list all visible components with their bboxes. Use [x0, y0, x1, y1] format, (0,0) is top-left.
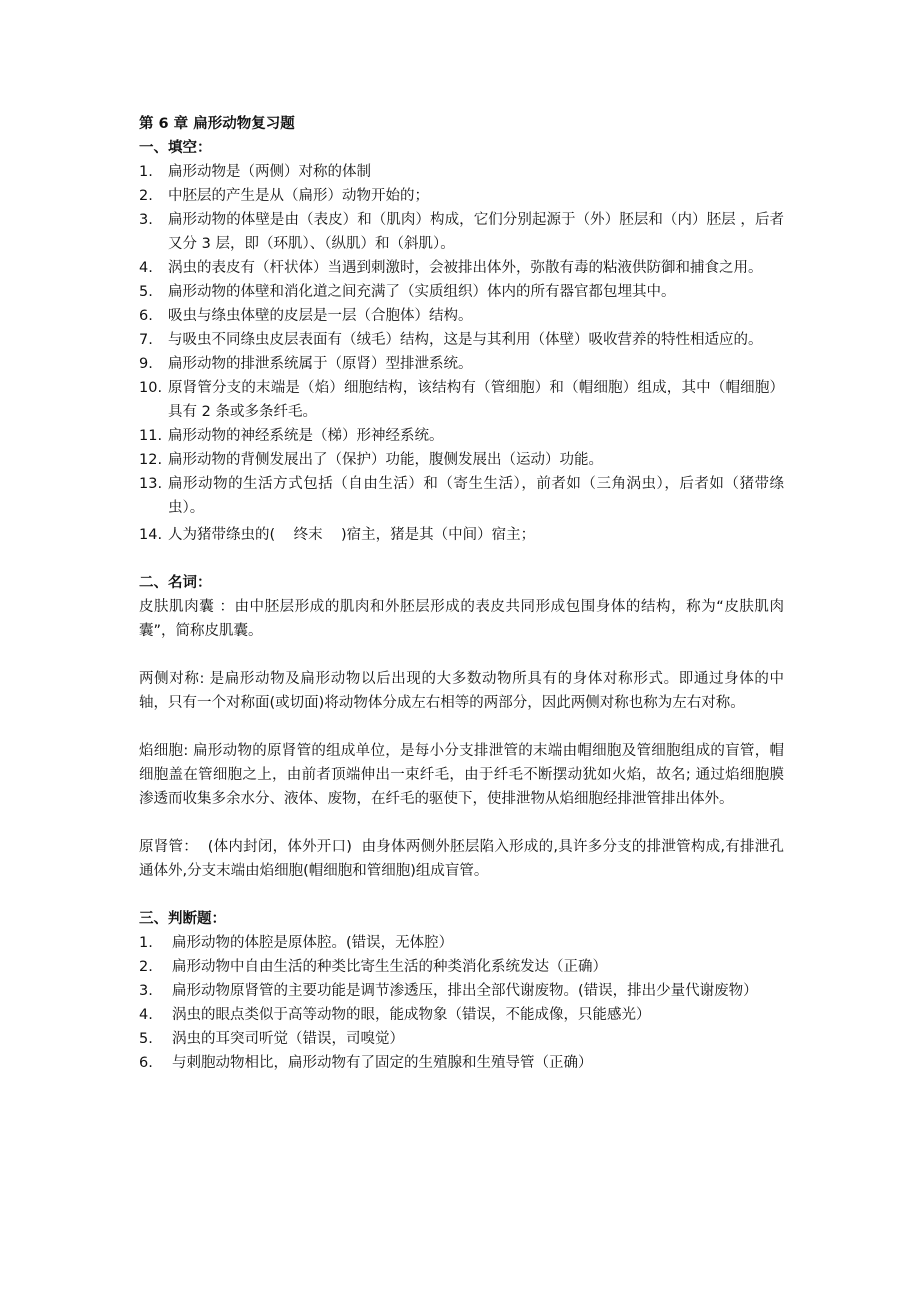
- item-number: 10.: [139, 380, 163, 396]
- list-item: [139, 424, 784, 448]
- item-text: 扁形动物原肾管的主要功能是调节渗透压，排出全部代谢废物。(错误，排出少量代谢废物）: [172, 983, 758, 999]
- item-number: 13.: [139, 476, 163, 492]
- term-definition: 皮肤肌肉囊 ：由中胚层形成的肌肉和外胚层形成的表皮共同形成包围身体的结构，称为“皮肤肌肉囊”，简称皮肌囊。: [139, 599, 784, 639]
- item-text: 扁形动物的生活方式包括（自由生活）和（寄生生活），前者如（三角涡虫），后者如（猪带绦虫）。: [168, 476, 784, 516]
- item-text: 中胚层的产生是从（扁形）动物开始的；: [168, 188, 429, 204]
- item-text: 扁形动物的背侧发展出了（保护）功能，腹侧发展出（运动）功能。: [168, 452, 603, 468]
- item-text: 扁形动物中自由生活的种类比寄生生活的种类消化系统发达（正确）: [172, 959, 607, 975]
- item-number: 12.: [139, 452, 163, 468]
- list-item: [139, 955, 784, 979]
- list-item: [139, 523, 784, 547]
- item-number: 2.: [139, 188, 153, 204]
- term-definition: 原肾管： (体内封闭，体外开口) 由身体两侧外胚层陷入形成的,具许多分支的排泄管构成,有排泄孔通体外,分支末端由焰细胞(帽细胞和管细胞)组成盲管。: [139, 839, 784, 879]
- item-number: 5.: [139, 1031, 153, 1047]
- item-text: 涡虫的表皮有（杆状体）当遇到刺激时，会被排出体外，弥散有毒的粘液供防御和捕食之用。: [168, 260, 763, 276]
- item-number: 3.: [139, 983, 153, 999]
- item-number: 1.: [139, 935, 153, 951]
- item-number: 4.: [139, 260, 153, 276]
- item-text: 吸虫与绦虫体壁的皮层是一层（合胞体）结构。: [168, 308, 473, 324]
- item-text: 与吸虫不同绦虫皮层表面有（绒毛）结构，这是与其利用（体壁）吸收营养的特性相适应的。: [168, 332, 763, 348]
- item-text: 扁形动物的排泄系统属于（原肾）型排泄系统。: [168, 356, 473, 372]
- fill-blank-list: [139, 160, 784, 547]
- fill-blank-heading: 一、填空：: [139, 140, 212, 156]
- item-text: 扁形动物的体壁是由（表皮）和（肌肉）构成，它们分别起源于（外）胚层和（内）胚层 ，后者又分 3 层，即（环肌）、（纵肌）和（斜肌）。: [168, 212, 784, 252]
- true-false-list: [139, 931, 784, 1075]
- item-text: 扁形动物的神经系统是（梯）形神经系统。: [168, 428, 444, 444]
- item-number: 9.: [139, 356, 153, 372]
- list-item: [139, 328, 784, 352]
- list-item: [139, 1003, 784, 1027]
- list-item: [139, 1051, 784, 1075]
- list-item: [139, 376, 784, 424]
- terms-heading: 二、名词：: [139, 575, 212, 591]
- item-text: 人为猪带绦虫的( 终末 )宿主，猪是其（中间）宿主；: [168, 527, 536, 543]
- list-item: [139, 160, 784, 184]
- section-spacer: [139, 883, 784, 907]
- item-number: 6.: [139, 1055, 153, 1071]
- item-number: 4.: [139, 1007, 153, 1023]
- chapter-title: 第 6 章 扁形动物复习题: [139, 116, 295, 132]
- item-number: 11.: [139, 428, 163, 444]
- list-item: [139, 472, 784, 520]
- item-number: 3.: [139, 212, 153, 228]
- list-item: [139, 280, 784, 304]
- item-text: 扁形动物的体腔是原体腔。(错误，无体腔）: [172, 935, 454, 951]
- term-definition: 两侧对称: 是扁形动物及扁形动物以后出现的大多数动物所具有的身体对称形式。即通过身体的中轴，只有一个对称面(或切面)将动物体分成左右相等的两部分，因此两侧对称也称为左右对称。: [139, 671, 784, 711]
- item-text: 涡虫的耳突司听觉（错误，司嗅觉）: [172, 1031, 404, 1047]
- item-number: 7.: [139, 332, 153, 348]
- list-item: [139, 208, 784, 256]
- item-number: 2.: [139, 959, 153, 975]
- item-text: 扁形动物是（两侧）对称的体制: [168, 164, 371, 180]
- list-item: [139, 448, 784, 472]
- item-number: 1.: [139, 164, 153, 180]
- term-definition: 焰细胞: 扁形动物的原肾管的组成单位，是每小分支排泄管的末端由帽细胞及管细胞组成的盲管，帽细胞盖在管细胞之上，由前者顶端伸出一束纤毛，由于纤毛不断摆动犹如火焰，故名; 通过焰细胞膜渗透而收集多余水分、液体、废物，在纤毛的驱使下，使排泄物从焰细胞经排泄管排出体外。: [139, 743, 784, 807]
- item-number: 6.: [139, 308, 153, 324]
- list-item: [139, 184, 784, 208]
- list-item: [139, 352, 784, 376]
- list-item: [139, 256, 784, 280]
- section-spacer: [139, 547, 784, 571]
- item-number: 5.: [139, 284, 153, 300]
- list-item: [139, 979, 784, 1003]
- document-page: [139, 112, 784, 1075]
- true-false-heading: 三、判断题：: [139, 911, 226, 927]
- list-item: [139, 304, 784, 328]
- item-text: 与刺胞动物相比，扁形动物有了固定的生殖腺和生殖导管（正确）: [172, 1055, 593, 1071]
- list-item: [139, 1027, 784, 1051]
- item-number: 14.: [139, 527, 163, 543]
- item-text: 涡虫的眼点类似于高等动物的眼，能成物象（错误，不能成像，只能感光）: [172, 1007, 651, 1023]
- item-text: 扁形动物的体壁和消化道之间充满了（实质组织）体内的所有器官都包埋其中。: [168, 284, 676, 300]
- list-item: [139, 931, 784, 955]
- item-text: 原肾管分支的末端是（焰）细胞结构，该结构有（管细胞）和（帽细胞）组成，其中（帽细胞）具有 2 条或多条纤毛。: [168, 380, 784, 420]
